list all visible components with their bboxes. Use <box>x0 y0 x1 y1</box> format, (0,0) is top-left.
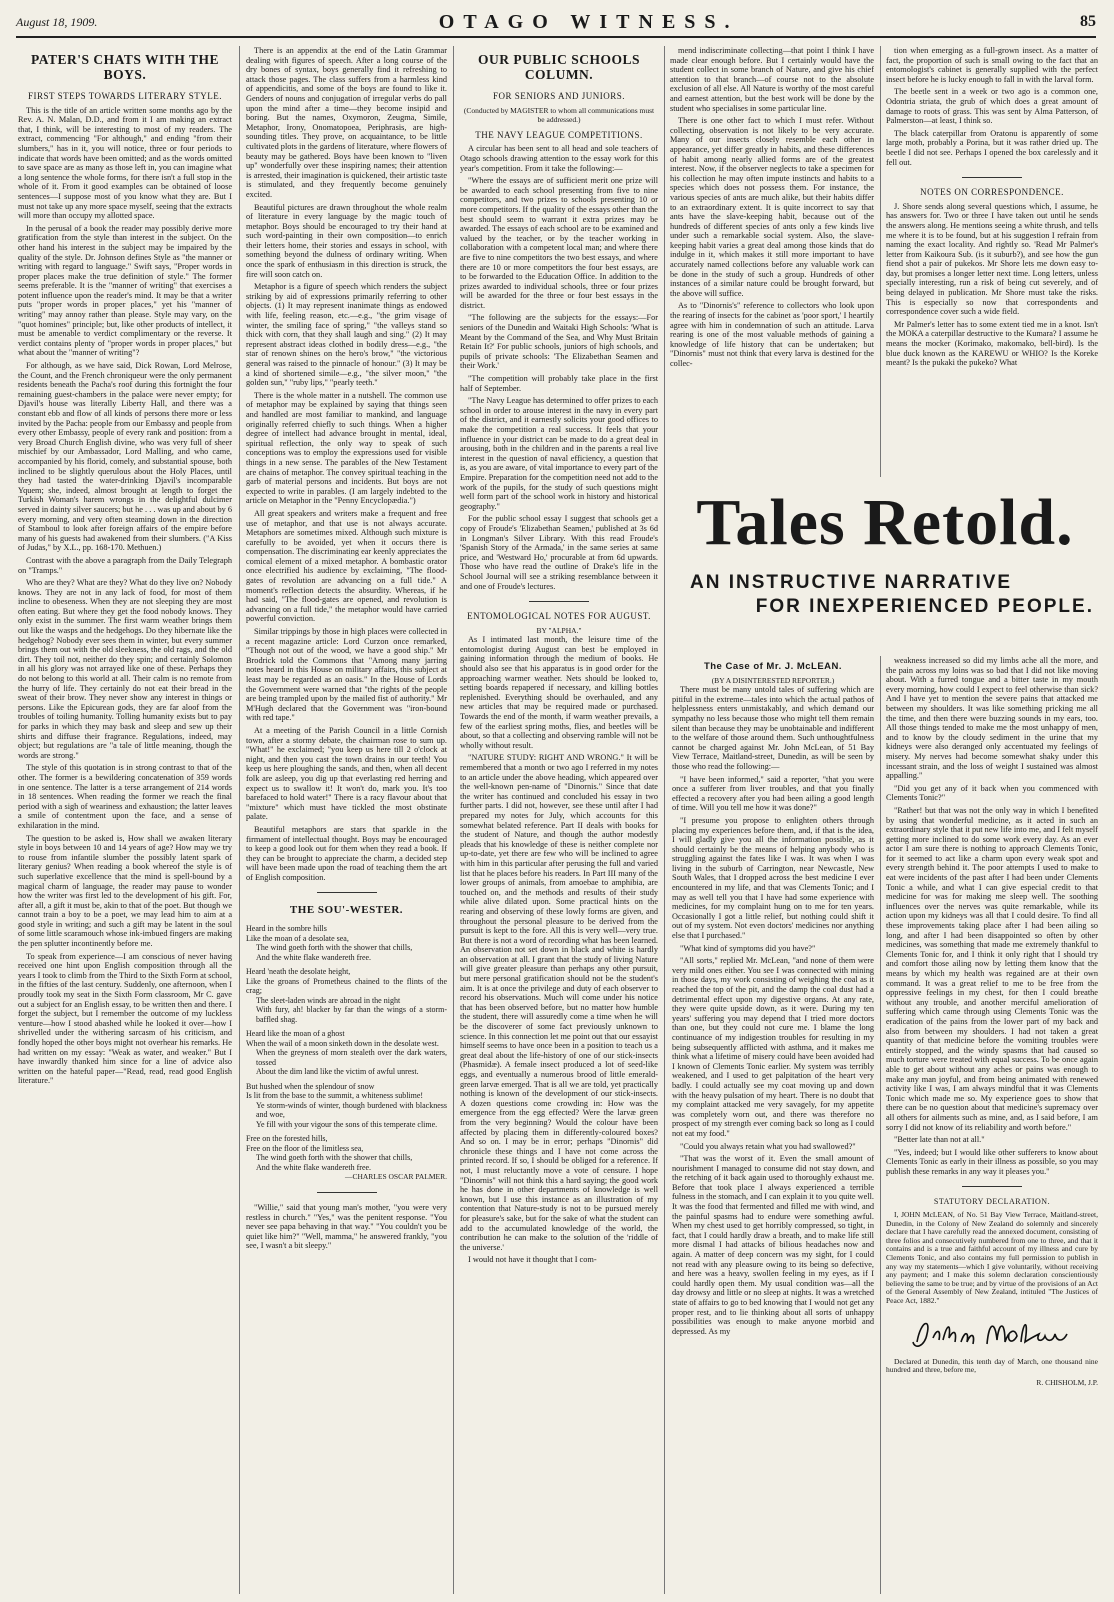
section-title: ENTOMOLOGICAL NOTES FOR AUGUST. <box>467 611 651 622</box>
article-body <box>886 202 1098 368</box>
poem-line: When the wail of a moon sinketh down in the desolate west. <box>246 1038 439 1048</box>
ad-column-left <box>672 656 874 1594</box>
paragraph: Contrast with the above a paragraph from the Daily Telegraph on "Tramps." <box>18 555 232 575</box>
poem-line: And the white flake wandereth free. <box>256 1162 372 1172</box>
paragraph: Mr Palmer's letter has to some extent tied me in a knot. Isn't the MOKA a caterpillar destructive to the Kumara? I assume he means the mocker (Korimako, makomako, bell-bird). Is the blue duck known as the KAREWU or WHIO? Is the Koreke meant? Is the pukaki the pukeko? What <box>886 319 1098 368</box>
poem-line: Heard in the sombre hills <box>246 924 327 934</box>
ad-subtitle: AN INSTRUCTIVE NARRATIVE <box>690 572 1013 593</box>
poem-title: THE SOU'-WESTER. <box>289 904 404 917</box>
paragraph: There is one other fact to which I must refer. Without collecting, observation is not likely to be very accurate. Many of our insects closely resemble each other in appearance, yet differ greatly in habits, and these differences of habit among nearly allied forms are of the greatest interest. Now, if the observer neglects to take a specimen for his collection he may often impute instincts and habits to a species which does not possess them. For instance, the various species of ants are much alike, but their habits differ to an extraordinary extent. It is quite incorrect to say that ants have the slave-keeping habit, because out of the hundreds of different species of ants only a few kinds live under such a remarkable social system. Also, the slave-keeping habit varies a great deal among those kinds that do indulge in it, which makes it still more important to have accurately named collections before any valuable work can be done in the study of such a group. Hundreds of other instances of a similar nature could be brought forward, but the above will suffice. <box>670 116 874 298</box>
paragraph: Beautiful pictures are drawn throughout the whole realm of literature in every language by the magic touch of metaphor. Boys should be encouraged to try their hand at such word-painting in their own composition—to enrich their letters home, their stories and essays in school, with something beyond the dulness of ordinary writing. When once the spark of enthusiasm in this direction is struck, the fire will soon catch on. <box>246 202 447 279</box>
paragraph: "Where the essays are of sufficient merit one prize will be awarded to each school presenting from five to nine competitors, and two prizes to schools presenting 10 or more competitors. If the quality of the essays other than the best should seem to warrant it extra prizes may be awarded. The essays of each school are to be examined and valued by the teacher, or by the teacher working in collaboration with a competent local man; and where there are five to nine competitors the two best essays, and where there are 10 or more competitors the four best essays, are to be forwarded to the Education Office. In addition to the prizes awarded to individual schools, three or four prizes will be awarded for the three or four best essays in the district. <box>460 176 658 310</box>
article-heading: OUR PUBLIC SCHOOLS COLUMN. <box>477 52 641 82</box>
poem-line: Heard 'neath the desolate height, <box>246 967 351 977</box>
article-body <box>18 106 232 1086</box>
poem-line: Heard like the moan of a ghost <box>246 1029 345 1039</box>
column-ento-continued <box>670 46 874 477</box>
ad-subtitle: FOR INEXPERIENCED PEOPLE. <box>755 596 1094 617</box>
poem-author: —CHARLES OSCAR PALMER. <box>344 1172 447 1182</box>
article-body <box>460 144 658 591</box>
poem-line: About the dim land like the victim of awful unrest. <box>256 1067 419 1077</box>
ad-title: Tales Retold. <box>696 486 1074 559</box>
paragraph: There is the whole matter in a nutshell. The common use of metaphor may be explained by saying that things seen and handled are most familiar to mankind, and language originally referred chiefly to such things. When a higher degree of intellect had advance brought in mental, ideal, spiritual reflection, the only way to speak of such conceptions was to employ the expressions used for visible things in a new sense. The parables of the New Testament are chains of metaphor. The convey spiritual teaching in the garb of material persons and incidents. But boys are not expected to write in parables. (I am largely indebted to the article on Metaphor in the "Penny Encyclopædia.") <box>246 390 447 506</box>
poem <box>246 924 447 1172</box>
paragraph: "Did you get any of it back when you commenced with Clements Tonic?" <box>886 783 1098 803</box>
paragraph: "Yes, indeed; but I would like other sufferers to know about Clements Tonic as early in their illness as possible, so you may publish these remarks in any way it pleases you." <box>886 1147 1098 1176</box>
paragraph: The style of this quotation is in strong contrast to that of the other. The former is a bewildering concatenation of 359 words in one sentence. The latter is a terse arrangement of 214 words in 18 sentences. When reading the former we reach the final period with a sigh of weariness and exhaustion; the latter leaves a smile of contentment upon the face, and a sense of exhilaration in the mind. <box>18 763 232 830</box>
poem-line: The sleet-laden winds are abroad in the night <box>256 995 401 1005</box>
paragraph: "The Navy League has determined to offer prizes to each school in order to arouse interest in the navy in every part of the district, and it earnestly solicits your good offices to make the competition a real success. It feels that your influence in your district can be made to do a great deal in arousing, both in the children and in the parents a real live interest in the question of naval efficiency, a question that is, as you are aware, of vital importance to every part of the Empire. Preparation for the competition need not add to the work of the pupils, for the study of such questions might well form part of the school work in history and historical geography." <box>460 396 658 511</box>
paragraph: "The competition will probably take place in the first half of September. <box>460 374 658 393</box>
paragraph: Similar trippings by those in high places were collected in a recent magazine article: Lord Curzon once remarked, "Though not out of the wood, we have a good ship." Mr Brodrick told the Commons that "Among many jarring notes heard in this House on military affairs, this subject at least may be regarded as an oasis." In the House of Lords the Government were warned that "the rights of the people are being trampled upon by the mailed fist of authority." Mr M'Hugh declared that the Government was "iron-bound with red tape." <box>246 627 447 723</box>
article-body <box>246 46 447 882</box>
poem-line: Like the groans of Prometheus chained to the flints of the crag; <box>246 976 447 996</box>
paragraph: Metaphor is a figure of speech which renders the subject striking by aid of expressions primarily referring to other objects. (1) It may represent inanimate things as endowed with life, feeling reason, etc.—e.g., "the grim visage of winter, the smiling face of spring," "the valleys stand so thick with corn, that they shall laugh and sing." (2) It may represent abstract ideas clothed in bodily dress—e.g., "the star of renown shines on the hero's brow," "the victorious general was raised to the pinnacle of honour." (3) It may be a kind of shortened simile—e.g., "the silver moon," "the golden sun," "ruby lips," "pearly teeth." <box>246 282 447 388</box>
column-rule <box>664 46 665 1594</box>
paragraph: For although, as we have said, Dick Rowan, Lord Melrose, the Count, and the French chroniqueur were the only permanent residents beneath the Pacha's roof during this fortnight the four remaining guest-chambers in the palace were never empty; for Djavil's house was literally Liberty Hall, and there was a constant ebb and flow of all kinds of persons there more or less invited by the Pacha: people from our Embassy and people from every other Embassy, people of every rank and position: from a very Broad Church English divine, who was very full of sheer mischief by our Ambassador, Lord Malling, and who came, accompanied by his florid, comely, and substantial spouse, both inclined to be slightly querulous about the Holy Places, until they had tasted the water-drinking Djavil's incomparable Yquem; she, indeed, almost brought at length to forget the Turkish Woman's harem wrongs in the delightful dulcimer served in dainty silver saucers; but he . . . was up and about by 6 every morning, and very often steaming down in the direction of Stamboul to look after foreign affairs of the empire before many of his guests had awakened from their slumbers. ("A Kiss of Judas," by X.L., pp. 168-170. Methuen.) <box>18 361 232 553</box>
divider <box>317 892 377 893</box>
column-public-schools <box>460 46 658 1594</box>
poem-line: And the white flake wandereth free. <box>256 952 372 962</box>
paragraph: "NATURE STUDY: RIGHT AND WRONG." It will be remembered that a month or two ago I referred in my notes to an article under the above heading, which appeared over the well-known pen-name of "Dinornis." Since that date the writer has continued and concluded his essay in two further parts. I did not, however, see these until after I had prepared my notes for July, which accounts for this somewhat belated reference. Part II deals with books for the student of Nature, and though the author modestly pleads that his knowledge of these is neither complete nor up-to-date, yet there are few who will be inclined to agree with him in this particular after perusing the full and varied list that he places before his readers. In Part III many of the lower groups of animals, from amoebae to amphibia, are touched on, and the methods and results of their study while alive dilated upon. Some practical hints on the rearing and observing of these lowly forms are given, and throughout the personal pleasure to be derived from the pursuit is kept to the fore. All this is very well—very true. But there is not a word of recording what has been learned. An observation not set down in black and white is hardly an observation at all. I grant that the study of living Nature will give greater pleasure than perhaps any other pursuit, but mere personal gratification should not be the student's aim. It is at once the privilege and duty of each observer to record his observations. Much will come under his notice that has been observed before, but no matter how humble the student, there will assuredly come a time when he will be the discoverer of some fact previously unknown to science. In this connection let me point out that our essayist himself seems to have once been in a position to teach us a great deal about the life-history of one of our stick-insects (Phasmidæ). A female insect produced a lot of seed-like eggs, and eventually a numerous brood of little emerald-green larvæ emerged. That is all we are told, yet practically nothing is known of the development of our stick-insects. A dozen questions come crowding in: How was the emergence from the egg effected? Were the larvæ green from the very beginning? Would the colour have been affected by placing them in differently-coloured boxes? And so on. I may be in error; perhaps "Dinornis" did chronicle these things and I have not come across the printed record. If so, I should be obliged for a reference. If not, I must reluctantly move a vote of censure. I hope "Dinornis" will not think this a hard saying; the good work he has done in other departments of knowledge is well known, but I use this instance as an illustration of my contention that Nature-study is not to be pursued merely for pleasure's sake, but for the sake of what the student can add to the accumulated knowledge of the world, the contribution he can make to the solution of the 'riddle of the universe.' <box>460 753 658 1252</box>
advertisement-header <box>672 488 1098 618</box>
paragraph: "I have been informed," said a reporter, "that you were once a sufferer from liver troubles, and that you finally effected a recovery after you had been ailing a good length of time. Will you tell me how it was done?" <box>672 774 874 813</box>
column-metaphor <box>246 46 447 1594</box>
column-correspondence <box>886 46 1098 477</box>
section-title: NOTES ON CORRESPONDENCE. <box>920 187 1064 198</box>
paragraph: As to "Dinornis's" reference to collectors who look upon the rearing of insects for the cabinet as 'poor sport,' I heartily agree with him in condemnation of such an attitude. Larva rearing is one of the most valuable methods of gaining a knowledge of life history that can be undertaken; but "Dinornis" must not think that every larva is destined for the collec- <box>670 301 874 368</box>
closing-anecdote: "Willie," said that young man's mother, "you were very restless in church." "Yes," was the penitent response. "You never see papa behaving in that way." "You couldn't you be quiet like him?" "Well, mamma," he answered frankly, "you see, I wasn't a bit sleepy." <box>246 1203 447 1251</box>
paragraph: The question to be asked is, How shall we awaken literary style in boys between 10 and 14 years of age? How may we try to rouse from infantile slumber the possibly latent spark of literary genius? When reading a book whereof the style is of such superlative excellence that the mind is spell-bound by a magical charm of language, the reader may pause to wonder how the writer was first led to the development of his gift. For, after all, a gift it must be, akin to that of the poet. But though we cannot train a boy to be a poet, we may lead him to aim at a good style in writing; and such a gift may be latent in the soul of some little scaramouch whose ink-imbued fingers are making the pen splutter incontinently before me. <box>18 833 232 949</box>
paragraph: tion when emerging as a full-grown insect. As a matter of fact, the proportion of such is small owing to the fact that an entomologist's cabinet is generally supplied with the perfect insect before he is lucky enough to fall in with the larval form. <box>886 46 1098 84</box>
paragraph: There is an appendix at the end of the Latin Grammar dealing with figures of speech. After a long course of the dry bones of syntax, boys generally find it refreshing to attack those pages. The class suffers from a harmless kind of appendicitis, and some of the boys are found to like it. Genders of nouns and conjugation of irregular verbs do pall upon the mind after a time—they become insipid and boring. But the names, Oxymoron, Zeugma, Simile, Metaphor, Irony, Onomatopoea, Periphrasis, are high-sounding titles. They prove, on acquaintance, to be little cultivated plots in the gardens of literature, where flowers of beauty may be gathered. Boys have been known to "liven up" wonderfully over these inspiring names; their attention is arrested, their imagination is quickened, their artistic taste is stimulated, and they frequently become genuinely excited. <box>246 46 447 199</box>
divider <box>317 1192 377 1193</box>
paragraph: To speak from experience—I am conscious of never having received one hint upon English composition through all the years I took to climb from the Third to the Sixth Form at school, in the fifties of the last century. Suddenly, one afternoon, when I proudly took my seat in the Sixth Form classroom, Mr C. gave out a subject for an English essay, to be written then and there. I forget the subject, but I remember the outcome of my luckless venture—how I stood abashed while he looked it over—how I shrivelled under the withering sarcasm of his criticism, and fondly hoped the other boys might not overhear his remarks. He had written on my essay: "Weak as water, and weaker." But I have inwardly thanked him since for a line of advice also written on the hateful paper—"Read, read, read good English literature." <box>18 951 232 1086</box>
divider <box>962 1186 1022 1187</box>
ad-body <box>672 685 874 1336</box>
poem-line: Is lit from the base to the summit, a whiteness sublime! <box>246 1091 424 1101</box>
paragraph: All great speakers and writers make a frequent and free use of metaphor, and that use is not always accurate. Metaphors are sometimes mixed. Although such mixture is carefully to be avoided, yet when it occurs there is compensation. The discriminating ear keenly appreciates the comical element of a mixed metaphor. A bombastic orator once electrified his audience by exclaiming, "The flood-gates of revolution are advancing on a full tide." A moment's reflection detects the absurdity. Whereas, if he had said, "The flood-gates are opened, and revolution is advancing on a full tide," the metaphor would have carried powerful conviction. <box>246 508 447 624</box>
byline: BY "ALPHA." <box>536 625 582 635</box>
poem-line: The wind goeth forth with the shower that chills, <box>256 1153 413 1163</box>
paragraph: This is the title of an article written some months ago by the Rev. A. N. Malan, D.D., and from it I am making an extract that, I think, will be interesting to most of my readers. The extract, commencing "For although," and ending "from their slumbers," has in it, you will notice, three or four periods to indicate that words have been omitted; and as the words omitted to save space are as many as those left in, you can imagine what a long sentence the whole forms, for there isn't a full stop in the whole of it. From it good examples can be obtained of loose sentences—I suppose most of you know what they are. But I must not take up any more space myself, seeing that the extracts will more than occupy my allotted space. <box>18 105 232 221</box>
poem-line: Ye fill with your vigour the sons of this temperate clime. <box>256 1119 438 1129</box>
case-title: The Case of Mr. J. McLEAN. <box>703 661 843 672</box>
paragraph: weakness increased so did my limbs ache all the more, and the pain across my loins was so bad that I did not like moving about. With a furred tongue and a bitter taste in my mouth every morning, how could I expect to feel otherwise than sick? And I have yet to mention the severe pains that attacked me between my shoulders. It was like something pricking me all the time, and then there were buzzing sounds in my ears, too. All those things tended to make me the most unhappy of men, and to know by the cloudy sediment in the urine that my kidneys were also deranged only accentuated my feelings of misery. My nerves had become somewhat shaky under this incessant strain, and the loss of weight I sustained was almost appalling." <box>886 656 1098 781</box>
paragraph: J. Shore sends along several questions which, I assume, he has answers for. Two or three I have taken out until he sends the answers along. He mentions seeing a white thrush, and tells me where it is to be found, but at his suggestion I refrain from naming the exact locality. And rightly so. 'Read Mr Palmer's letter from Kaikoura Sub. (is it suburb?), and see how the gun fiend shot a pair of pukekos. Mr Shore lets me down easy to-day, but promises a longer letter next time. Long letters, unless specially interesting, run a risk of being cut severely, and of being delayed in publication. Mr Shore must take the risks. This is especially so now that correspondents and correspondence cover such a wide field. <box>886 201 1098 317</box>
paragraph: I would not have it thought that I com- <box>468 1255 597 1265</box>
paragraph: "I presume you propose to enlighten others through placing my experiences before them, and, if that is the idea, I will gladly give you all the information possible, as it should certainly be the means of helping anybody who is struggling against the fates like I was. It was when I was living in the suburb of Carrington, near Newcastle, New South Wales, that I dropped across the best medicine I ever encountered in my life, and that was Clements Tonic; and I may as well tell you that I have had some experience with medicines, for my complaint hung on to me for ten years. Occasionally I got a little relief, but nothing could shift it out of my system. Not even doctors' medicines nor anything else that I purchased." <box>672 815 874 941</box>
page-header <box>16 8 1096 38</box>
paragraph: The beetle sent in a week or two ago is a common one, Odontria striata, the grub of which does a great amount of damage to roots of grass. This was sent by Alma Patterson, of Palmerston—at least, I think so. <box>886 87 1098 126</box>
editor-note: (Conducted by MAGISTER to whom all communications must be addressed.) <box>463 105 655 125</box>
article-heading: PATER'S CHATS WITH THE BOYS. <box>31 52 219 82</box>
paragraph: "Rather! but that was not the only way in which I benefited by using that wonderful medicine, as it acted in such an extraordinary style that it put new life into me, and I felt myself getting more inclined to do some work every day. As an ever actor I am sure there is nothing to approach Clements Tonic, for it seemed to act like a charm upon every weak spot and every strength behind it. The poor attempts I used to make to eat were incidents of the past after I had been under Clements Tonic a while, and what I can give especial credit to that medicine for was for making me sleep well. The soothing influences over the nerves was quite remarkable, while its action upon my kidneys was all that I could desire. To find all these improvements taking place after I had been ailing so long, and after I had been disappointed so often by other medicines, was something that made me extremely thankful to Clements Tonic for, and I think it only right that I should try and comfort those ailing now by letting them know that the means by which my health was regained are at their own command. It was a great relief to me to be free from the oppressive feelings in my chest, for then I could breathe without any trouble, and another merciful amelioration of suffering which came through using Clements Tonic was the eradication of the pains from the lower part of my back and also from between my shoulders. I had not taken a great quantity of that medicine before the vomiting troubles were entirely stopped, and the windy spasms that had caused so much torture were treated with equal success. To be once again able to get about without any aches or pains was enough to make any man joyful, and from being animated with renewed activity like I was, I am always mindful that it was Clements Tonic which made me so. My experience goes to show that there can be no question about that medicine's supremacy over all others for ailments such as mine, and, as I said before, I am sorry I did not know of its reliability and worth before." <box>886 805 1098 1132</box>
paragraph: mend indiscriminate collecting—that point I think I have made clear enough before. But I certainly would have the student collect in some branch of Nature, and give his chief attention to that branch—of course not to the absolute exclusion of all else. All Nature is worthy of the most careful and earnest attention, but the best work will be done by the student who specialises in some particular line. <box>670 46 874 113</box>
paragraph: Who are they? What are they? What do they live on? Nobody knows. They are not in any lack of food, for most of them incline to obeseness. When they are not sleeping they are most often eating. But where they get the food nobody knows. They only exist in the summer. The first warm weather brings them out like the wasps and the hedgehogs. Do they hibernate like the hedgehog? Nobody ever sees them in winter, but every summer brings them out with the old sleekness, the old rags, and the old dirt. They toil not, neither do they spin; and certainly Solomon in all his glory was not arrayed like one of these. Perhaps they do not belong to this world at all. Their calm is no remote from the hurry of life. They certainly do not eat their bread in the sweat of their brow. They never show any interest in things or persons. Like the Epicurean gods, they are far aloof from the troubles of toiling humanity. Tolling humanity exists but to pay for parks in which they may bask and sleep and sew up their shirts and diffuse their fragrance. Regulations, indeed, may object; but regulations are "a tale of little meaning, though the words are strong." <box>18 578 232 760</box>
column-paters-chats <box>18 46 232 1594</box>
paragraph: "What kind of symptoms did you have?" <box>680 943 816 953</box>
divider <box>529 601 589 602</box>
paragraph: The black caterpillar from Oratonu is apparently of some large moth, probably a Porina, but it was rather dried up. The beetle I did not see. Perhaps I opened the box carelessly and it fell out. <box>886 128 1098 167</box>
justice-of-peace: R. CHISHOLM, J.P. <box>1036 1377 1098 1387</box>
article-subheading: FOR SENIORS AND JUNIORS. <box>492 91 626 101</box>
poem-line: The wind goeth forth with the shower that chills, <box>256 943 413 953</box>
paragraph: At a meeting of the Parish Council in a little Cornish town, after a stormy debate, the chairman rose to sum up. "What!" he exclaimed; "you keep us here till 2 o'clock at night, and then you cast the town drains in our teeth! You keep us here ploughing the sands, and then, when all decent folk are asleep, you dig up that everlasting red herring and expect us to swallow it! It won't do, mark you. It's too barefaced to hold water!" There is a racy flavour about that "mixture" which must have tickled the most obstinate palate. <box>246 725 447 822</box>
declaration-footer: Declared at Dunedin, this tenth day of March, one thousand nine hundred and three, before me, <box>886 1356 1098 1375</box>
article-body <box>886 46 1098 167</box>
paragraph: "Could you always retain what you had swallowed?" <box>680 1141 856 1151</box>
poem-line: When the greyness of morn stealeth over the dark waters, tossed <box>256 1048 447 1067</box>
paragraph: For the public school essay I suggest that schools get a copy of Froude's 'Elizabethan Seamen,' published at 3s 6d in Longman's Silver Library. With this read Froude's 'Spanish Story of the Armada,' in the same series at same price, and 'Westward Ho,' procurable at from 6d upwards. Those who have read the outline of Drake's life in the School Journal will see a striking resemblance between it and one of Froude's lectures. <box>460 514 658 591</box>
poem-line: With fury, ah! blacker by far than the wings of a storm-baffled shag. <box>256 1005 447 1024</box>
paragraph: Beautiful metaphors are stars that sparkle in the firmament of intellectual thought. Boys may be encouraged to keep a good look out for them when they read a book. If they can be brought to appreciate the charm, a decided step will have been made upon the road of teaching them the art of English composition. <box>246 824 447 882</box>
masthead-title: OTAGO WITNESS. <box>438 10 739 33</box>
paragraph: "The following are the subjects for the essays:—For seniors of the Dunedin and Waitaki High Schools: 'What is Meant by the Command of the Sea, and Why Must Britain Retain It?' For public schools, juniors of high schools, and pupils of private schools: 'The Elizabethan Seamen and their Work.' <box>460 313 658 371</box>
declaration-text: I, JOHN McLEAN, of No. 51 Bay View Terrace, Maitland-street, Dunedin, in the Colony of New Zealand do solemnly and sincerely declare that I have carefully read the annexed document, consisting of three folios and consecutively numbered from one to three, and that it contains and is a true and faithful account of my illness and cure by Clements Tonic, and also contains my full permission to publish in any way my statements—which I give voluntarily, without receiving any payment; and I make this solemn declaration conscientiously believing the same to be true; and by virtue of the provisions of an Act of the General Assembly of New Zealand, intituled "The Justices of Peace Act, 1882." <box>886 1210 1098 1305</box>
poem-line: Like the moan of a desolate sea, <box>246 933 349 943</box>
ad-column-right <box>886 656 1098 1594</box>
paragraph: A circular has been sent to all head and sole teachers of Otago schools drawing attention to the essay work for this year's competition. From it take the following:— <box>460 144 658 173</box>
poem-line: Ye storm-winds of winter, though burdened with blackness and woe, <box>256 1100 447 1120</box>
paragraph: "That was the worst of it. Even the small amount of nourishment I managed to consume did not stay down, and the retching of it back again used to thoroughly exhaust me. Before that took place I always experienced a terrible fulness in the stomach, and I can explain it to you quite well. It was the food that fermented and filled me with wind, and the painful spasms had to endure were something awful. When my chest used to get horribly compressed, so tight, in fact, that I could hardly draw a breath, and to make life still more dismal I had attacks of bilious headaches now and again. A matter of deep concern was my sight, for I could not read with any pleasure owing to its being so defective, and here was a heavy, swollen feeling in my eyes, as if I could hardly open them. My usual condition was—all the day drowsy and little or no sleep at nights. It was a wretched state of affairs to go to bed knowing that I would not get any proper rest, and to lie thinking about all sorts of unhappy possibilities was enough to make anyone morbid and depressed. As my <box>672 1154 874 1336</box>
paragraph: As I intimated last month, the leisure time of the entomologist during August can best be employed in gaining information through the medium of books. He should also see that his apparatus is in good order for the approaching warmer weather. Nets should be looked to, setting boards repapered if necessary, and killing bottles replenished. Everything should be overhauled, and any new articles that may be required made or purchased. Towards the end of the month, if warm weather prevails, a few of the earliest spring moths, flies, and beetles will be about, so that a collecting and observing ramble will not be wholly without result. <box>460 635 658 750</box>
poem-line: But hushed when the splendour of snow <box>246 1081 375 1091</box>
column-rule <box>880 656 881 1594</box>
paragraph: "Better late than not at all." <box>894 1135 985 1145</box>
poem-line: Free on the floor of the limitless sea, <box>246 1143 364 1153</box>
section-title: THE NAVY LEAGUE COMPETITIONS. <box>475 129 643 140</box>
ad-body <box>886 656 1098 1176</box>
article-body <box>670 46 874 369</box>
column-rule <box>880 46 881 477</box>
signature-image <box>907 1312 1077 1356</box>
article-subheading: FIRST STEPS TOWARDS LITERARY STYLE. <box>28 91 222 101</box>
declaration-title: STATUTORY DECLARATION. <box>933 1197 1051 1207</box>
byline: (BY A DISINTERESTED REPORTER.) <box>711 675 835 685</box>
page-number: 85 <box>1079 13 1096 30</box>
divider <box>962 177 1022 178</box>
column-rule <box>239 46 240 1594</box>
issue-date: August 18, 1909. <box>16 14 98 29</box>
article-body <box>460 635 658 1265</box>
column-rule <box>453 46 454 1594</box>
poem-line: Free on the forested hills, <box>246 1134 328 1144</box>
paragraph: There must be many untold tales of suffering which are pitiful in the extreme—tales into which the actual pathos of helplessness enters unmistakably, and which demand our sympathy no less because those who might tell them remain silent than because they may be unobtainable and indifferent to the welfare of those around them. Such unthoughtfulness cannot be charged against Mr. John McLean, of 51 Bay View Terrace, Maitland-street, Dunedin, as will be seen by those who read the following:— <box>672 685 874 771</box>
paragraph: "All sorts," replied Mr. McLean, "and none of them were very mild ones either. You see I was connected with mining in those days, my work consisting of weighing the coal as it reached the top of the pit, and the damp the coal dust had a detrimental effect upon my digestive organs. At any rate, they were quite upside down, as it were. During my ten years' suffering you may depend that I tried more doctors than one, but they could not cure me. I blame the long continuance of my indigestion troubles for resulting in my being subsequently afflicted with asthma, and it makes me think what a lifetime of misery could have been avoided had I known of Clements Tonic earlier. My system was terribly weakened, and I used to get palpitation of the heart very badly. I could actually see my coat moving up and down with the heavy pulsation of my heart. There is no doubt that my complaint attacked me very savagely, for my appetite was completely worn out, and there was therefore no prospect of my strength ever coming back so long as I could not eat my food." <box>672 956 874 1138</box>
paragraph: In the perusal of a book the reader may possibly derive more gratification from the style than interest in the subject. On the other hand his interest in the subject may be impaired by the quality of the style. Dr. Johnson defines Style as "the manner or writing with regard to language." Swift says, "Proper words in proper places make the true definition of style." The former seems preferable. It is the "manner of writing" that exercises a potent influence upon the reader's mind. It may be that a writer puts "proper words in proper places," yet his "manner of writing" may annoy rather than please. Style may vary, on the "quot homines" principle; but, like other products of intellect, it must be amenable to verdict complimentary or the reverse. It verdict contains plenty of "proper words in proper places," but what about the "manner of writing"? <box>18 223 232 358</box>
